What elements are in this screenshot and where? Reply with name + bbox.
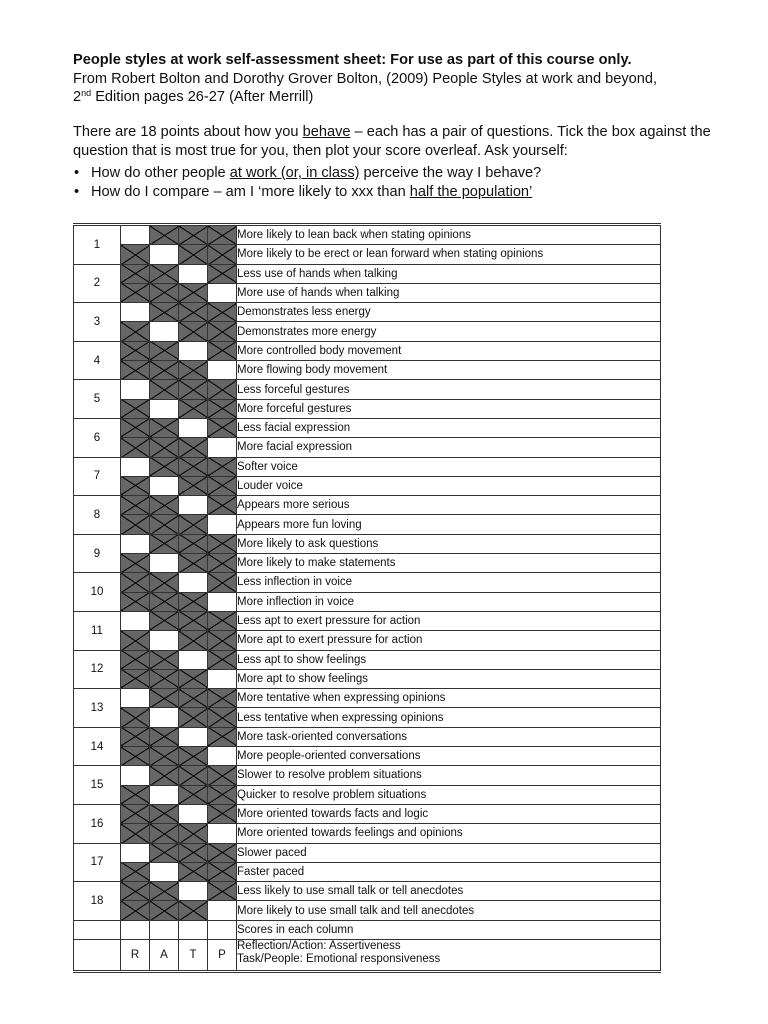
crossed-cell [208, 496, 237, 515]
statement-text: More apt to show feelings [237, 669, 661, 688]
crossed-cell [208, 380, 237, 399]
crossed-cell [179, 245, 208, 264]
statement-text: More flowing body movement [237, 361, 661, 380]
crossed-cell [121, 573, 150, 592]
statement-text: Less use of hands when talking [237, 264, 661, 283]
crossed-cell [179, 669, 208, 688]
assessment-row [74, 264, 661, 283]
tick-box-r[interactable] [121, 380, 150, 399]
assessment-row [74, 785, 661, 804]
crossed-cell [179, 380, 208, 399]
crossed-cell [208, 225, 237, 245]
tick-box-r[interactable] [121, 534, 150, 553]
item-number: 1 [74, 225, 121, 265]
tick-box-t[interactable] [179, 496, 208, 515]
statement-text: Less tentative when expressing opinions [237, 708, 661, 727]
item-number: 16 [74, 804, 121, 843]
crossed-cell [121, 496, 150, 515]
assessment-row [74, 496, 661, 515]
crossed-cell [150, 283, 179, 302]
crossed-cell [150, 264, 179, 283]
crossed-cell [208, 862, 237, 881]
statement-text: Appears more fun loving [237, 515, 661, 534]
assessment-row [74, 573, 661, 592]
crossed-cell [150, 592, 179, 611]
tick-box-r[interactable] [121, 843, 150, 862]
tick-box-r[interactable] [121, 689, 150, 708]
legend-line-assertiveness: Reflection/Action: Assertiveness [237, 939, 401, 952]
tick-box-t[interactable] [179, 341, 208, 360]
crossed-cell [208, 476, 237, 495]
score-cell-r[interactable] [121, 920, 150, 939]
tick-box-a[interactable] [150, 245, 179, 264]
tick-box-r[interactable] [121, 303, 150, 322]
bullet1-underlined: at work (or, in class) [229, 165, 360, 181]
crossed-cell [208, 766, 237, 785]
crossed-cell [121, 341, 150, 360]
crossed-cell [208, 689, 237, 708]
crossed-cell [179, 747, 208, 766]
assessment-row [74, 380, 661, 399]
statement-text: Less forceful gestures [237, 380, 661, 399]
tick-box-t[interactable] [179, 418, 208, 437]
crossed-cell [208, 303, 237, 322]
crossed-cell [121, 785, 150, 804]
legend-text [237, 939, 661, 971]
assessment-row [74, 862, 661, 881]
statement-text: More likely to use small talk and tell anecdotes [237, 901, 661, 920]
statement-text: Less apt to show feelings [237, 650, 661, 669]
crossed-cell [150, 573, 179, 592]
crossed-cell [121, 824, 150, 843]
crossed-cell [150, 534, 179, 553]
statement-text: More use of hands when talking [237, 283, 661, 302]
crossed-cell [121, 399, 150, 418]
crossed-cell [150, 766, 179, 785]
instructions [73, 123, 733, 202]
tick-box-p[interactable] [208, 747, 237, 766]
statement-text: More tentative when expressing opinions [237, 689, 661, 708]
assessment-row [74, 669, 661, 688]
crossed-cell [121, 418, 150, 437]
crossed-cell [150, 650, 179, 669]
tick-box-t[interactable] [179, 882, 208, 901]
tick-box-r[interactable] [121, 225, 150, 245]
crossed-cell [208, 245, 237, 264]
tick-box-p[interactable] [208, 824, 237, 843]
crossed-cell [179, 303, 208, 322]
question-bullet-1 [73, 164, 733, 183]
statement-text: More forceful gestures [237, 399, 661, 418]
crossed-cell [208, 322, 237, 341]
item-number: 5 [74, 380, 121, 419]
crossed-cell [179, 592, 208, 611]
assessment-row [74, 341, 661, 360]
assessment-row [74, 303, 661, 322]
crossed-cell [179, 708, 208, 727]
statement-text: Demonstrates more energy [237, 322, 661, 341]
assessment-row [74, 399, 661, 418]
tick-box-r[interactable] [121, 611, 150, 630]
crossed-cell [150, 727, 179, 746]
statement-text: Less inflection in voice [237, 573, 661, 592]
assessment-row [74, 824, 661, 843]
crossed-cell [179, 361, 208, 380]
crossed-cell [208, 573, 237, 592]
crossed-cell [208, 727, 237, 746]
column-label-r: R [121, 939, 150, 971]
document-header [73, 51, 713, 107]
assessment-row [74, 882, 661, 901]
column-label-p: P [208, 939, 237, 971]
crossed-cell [208, 457, 237, 476]
bullet1-text-a: How do other people [91, 165, 230, 181]
assessment-row [74, 804, 661, 823]
crossed-cell [179, 534, 208, 553]
bullet2-text-a: How do I compare – am I ‘more likely to xxx than [91, 184, 410, 200]
crossed-cell [179, 283, 208, 302]
crossed-cell [208, 341, 237, 360]
tick-box-a[interactable] [150, 631, 179, 650]
statement-text: More inflection in voice [237, 592, 661, 611]
item-number: 7 [74, 457, 121, 496]
tick-box-a[interactable] [150, 476, 179, 495]
crossed-cell [150, 804, 179, 823]
assessment-row [74, 766, 661, 785]
crossed-cell [150, 689, 179, 708]
score-cell-p[interactable] [208, 920, 237, 939]
crossed-cell [121, 727, 150, 746]
instructions-text-b: – each has a pair of questions. Tick the box against the question that is most true for you, then plot your score overleaf. Ask yourself: [73, 124, 711, 159]
assessment-row [74, 727, 661, 746]
statement-text: More oriented towards facts and logic [237, 804, 661, 823]
assessment-row [74, 901, 661, 920]
crossed-cell [150, 438, 179, 457]
crossed-cell [121, 245, 150, 264]
scores-row [74, 920, 661, 939]
crossed-cell [208, 708, 237, 727]
crossed-cell [179, 476, 208, 495]
crossed-cell [121, 901, 150, 920]
item-number: 13 [74, 689, 121, 728]
crossed-cell [121, 747, 150, 766]
crossed-cell [121, 882, 150, 901]
crossed-cell [121, 862, 150, 881]
tick-box-r[interactable] [121, 457, 150, 476]
bullet1-text-b: perceive the way I behave? [359, 165, 542, 181]
crossed-cell [121, 361, 150, 380]
tick-box-p[interactable] [208, 361, 237, 380]
column-label-t: T [179, 939, 208, 971]
tick-box-a[interactable] [150, 554, 179, 573]
statement-text: Quicker to resolve problem situations [237, 785, 661, 804]
crossed-cell [121, 283, 150, 302]
crossed-cell [150, 361, 179, 380]
crossed-cell [150, 901, 179, 920]
tick-box-t[interactable] [179, 804, 208, 823]
tick-box-a[interactable] [150, 785, 179, 804]
statement-text: More people-oriented conversations [237, 747, 661, 766]
edition-line [73, 88, 713, 107]
crossed-cell [179, 611, 208, 630]
crossed-cell [179, 438, 208, 457]
edition-suffix: nd [81, 88, 92, 98]
crossed-cell [150, 380, 179, 399]
crossed-cell [208, 399, 237, 418]
assessment-table [73, 223, 661, 973]
assessment-row [74, 361, 661, 380]
statement-text: Appears more serious [237, 496, 661, 515]
statement-text: Slower to resolve problem situations [237, 766, 661, 785]
crossed-cell [150, 669, 179, 688]
item-number: 2 [74, 264, 121, 303]
tick-box-t[interactable] [179, 650, 208, 669]
crossed-cell [150, 882, 179, 901]
assessment-row [74, 283, 661, 302]
tick-box-a[interactable] [150, 322, 179, 341]
assessment-row [74, 534, 661, 553]
crossed-cell [179, 399, 208, 418]
assessment-row [74, 708, 661, 727]
instructions-underlined: behave [302, 124, 351, 140]
item-number: 15 [74, 766, 121, 805]
statement-text: Less facial expression [237, 418, 661, 437]
tick-box-a[interactable] [150, 708, 179, 727]
crossed-cell [150, 418, 179, 437]
item-number: 18 [74, 882, 121, 921]
statement-text: Softer voice [237, 457, 661, 476]
assessment-row [74, 611, 661, 630]
statement-text: Less apt to exert pressure for action [237, 611, 661, 630]
instructions-text-a: There are 18 points about how you [73, 124, 303, 140]
statement-text: Louder voice [237, 476, 661, 495]
statement-text: More likely to lean back when stating opinions [237, 225, 661, 245]
tick-box-p[interactable] [208, 901, 237, 920]
crossed-cell [150, 747, 179, 766]
crossed-cell [121, 631, 150, 650]
crossed-cell [179, 631, 208, 650]
crossed-cell [121, 804, 150, 823]
assessment-row [74, 418, 661, 437]
legend-row [74, 939, 661, 971]
assessment-row [74, 689, 661, 708]
statement-text: Less likely to use small talk or tell anecdotes [237, 882, 661, 901]
assessment-row [74, 322, 661, 341]
assessment-row [74, 747, 661, 766]
assessment-row [74, 515, 661, 534]
assessment-row [74, 457, 661, 476]
crossed-cell [179, 225, 208, 245]
tick-box-p[interactable] [208, 515, 237, 534]
scores-label: Scores in each column [237, 920, 661, 939]
crossed-cell [150, 824, 179, 843]
crossed-cell [179, 515, 208, 534]
legend-blank [74, 939, 121, 971]
statement-text: More apt to exert pressure for action [237, 631, 661, 650]
item-number: 11 [74, 611, 121, 650]
crossed-cell [179, 689, 208, 708]
crossed-cell [150, 496, 179, 515]
crossed-cell [121, 515, 150, 534]
score-cell-a[interactable] [150, 920, 179, 939]
statement-text: Demonstrates less energy [237, 303, 661, 322]
crossed-cell [208, 554, 237, 573]
crossed-cell [121, 476, 150, 495]
statement-text: Faster paced [237, 862, 661, 881]
tick-box-t[interactable] [179, 573, 208, 592]
crossed-cell [179, 862, 208, 881]
edition-number: 2 [73, 89, 82, 105]
assessment-row [74, 631, 661, 650]
crossed-cell [208, 611, 237, 630]
crossed-cell [179, 785, 208, 804]
tick-box-t[interactable] [179, 727, 208, 746]
statement-text: More oriented towards feelings and opinions [237, 824, 661, 843]
instructions-paragraph [73, 123, 733, 161]
crossed-cell [150, 341, 179, 360]
assessment-row [74, 225, 661, 245]
tick-box-t[interactable] [179, 264, 208, 283]
crossed-cell [179, 322, 208, 341]
crossed-cell [208, 631, 237, 650]
assessment-row [74, 843, 661, 862]
crossed-cell [121, 592, 150, 611]
crossed-cell [121, 708, 150, 727]
crossed-cell [150, 225, 179, 245]
edition-text: Edition pages 26-27 (After Merrill) [91, 89, 314, 105]
statement-text: Slower paced [237, 843, 661, 862]
item-number: 4 [74, 341, 121, 380]
question-list [73, 164, 733, 202]
citation-line: From Robert Bolton and Dorothy Grover Bolton, (2009) People Styles at work and beyond, [73, 70, 658, 87]
item-number: 6 [74, 418, 121, 457]
crossed-cell [179, 766, 208, 785]
column-label-a: A [150, 939, 179, 971]
crossed-cell [208, 843, 237, 862]
tick-box-p[interactable] [208, 592, 237, 611]
crossed-cell [179, 824, 208, 843]
tick-box-p[interactable] [208, 669, 237, 688]
crossed-cell [121, 554, 150, 573]
statement-text: More facial expression [237, 438, 661, 457]
crossed-cell [179, 901, 208, 920]
document-title: People styles at work self-assessment sheet: For use as part of this course only. [73, 52, 632, 68]
crossed-cell [121, 650, 150, 669]
bullet2-underlined: half the population’ [409, 184, 533, 200]
item-number: 14 [74, 727, 121, 766]
crossed-cell [121, 669, 150, 688]
statement-text: More controlled body movement [237, 341, 661, 360]
crossed-cell [208, 650, 237, 669]
assessment-row [74, 476, 661, 495]
crossed-cell [208, 882, 237, 901]
assessment-row [74, 650, 661, 669]
crossed-cell [150, 515, 179, 534]
item-number: 17 [74, 843, 121, 882]
tick-box-p[interactable] [208, 438, 237, 457]
crossed-cell [179, 457, 208, 476]
crossed-cell [208, 804, 237, 823]
statement-text: More likely to be erect or lean forward when stating opinions [237, 245, 661, 264]
crossed-cell [150, 303, 179, 322]
item-number: 12 [74, 650, 121, 689]
crossed-cell [179, 554, 208, 573]
crossed-cell [150, 457, 179, 476]
statement-text: More likely to make statements [237, 554, 661, 573]
tick-box-r[interactable] [121, 766, 150, 785]
tick-box-a[interactable] [150, 399, 179, 418]
crossed-cell [150, 843, 179, 862]
crossed-cell [150, 611, 179, 630]
legend-line-responsiveness: Task/People: Emotional responsiveness [237, 953, 441, 966]
crossed-cell [121, 438, 150, 457]
scores-blank [74, 920, 121, 939]
item-number: 10 [74, 573, 121, 612]
score-cell-t[interactable] [179, 920, 208, 939]
crossed-cell [179, 843, 208, 862]
crossed-cell [208, 264, 237, 283]
statement-text: More task-oriented conversations [237, 727, 661, 746]
crossed-cell [208, 785, 237, 804]
question-bullet-2 [73, 183, 733, 202]
item-number: 8 [74, 496, 121, 535]
assessment-row [74, 554, 661, 573]
tick-box-p[interactable] [208, 283, 237, 302]
assessment-row [74, 592, 661, 611]
crossed-cell [121, 322, 150, 341]
item-number: 3 [74, 303, 121, 342]
crossed-cell [121, 264, 150, 283]
item-number: 9 [74, 534, 121, 573]
assessment-row [74, 245, 661, 264]
crossed-cell [208, 534, 237, 553]
assessment-row [74, 438, 661, 457]
crossed-cell [208, 418, 237, 437]
statement-text: More likely to ask questions [237, 534, 661, 553]
tick-box-a[interactable] [150, 862, 179, 881]
